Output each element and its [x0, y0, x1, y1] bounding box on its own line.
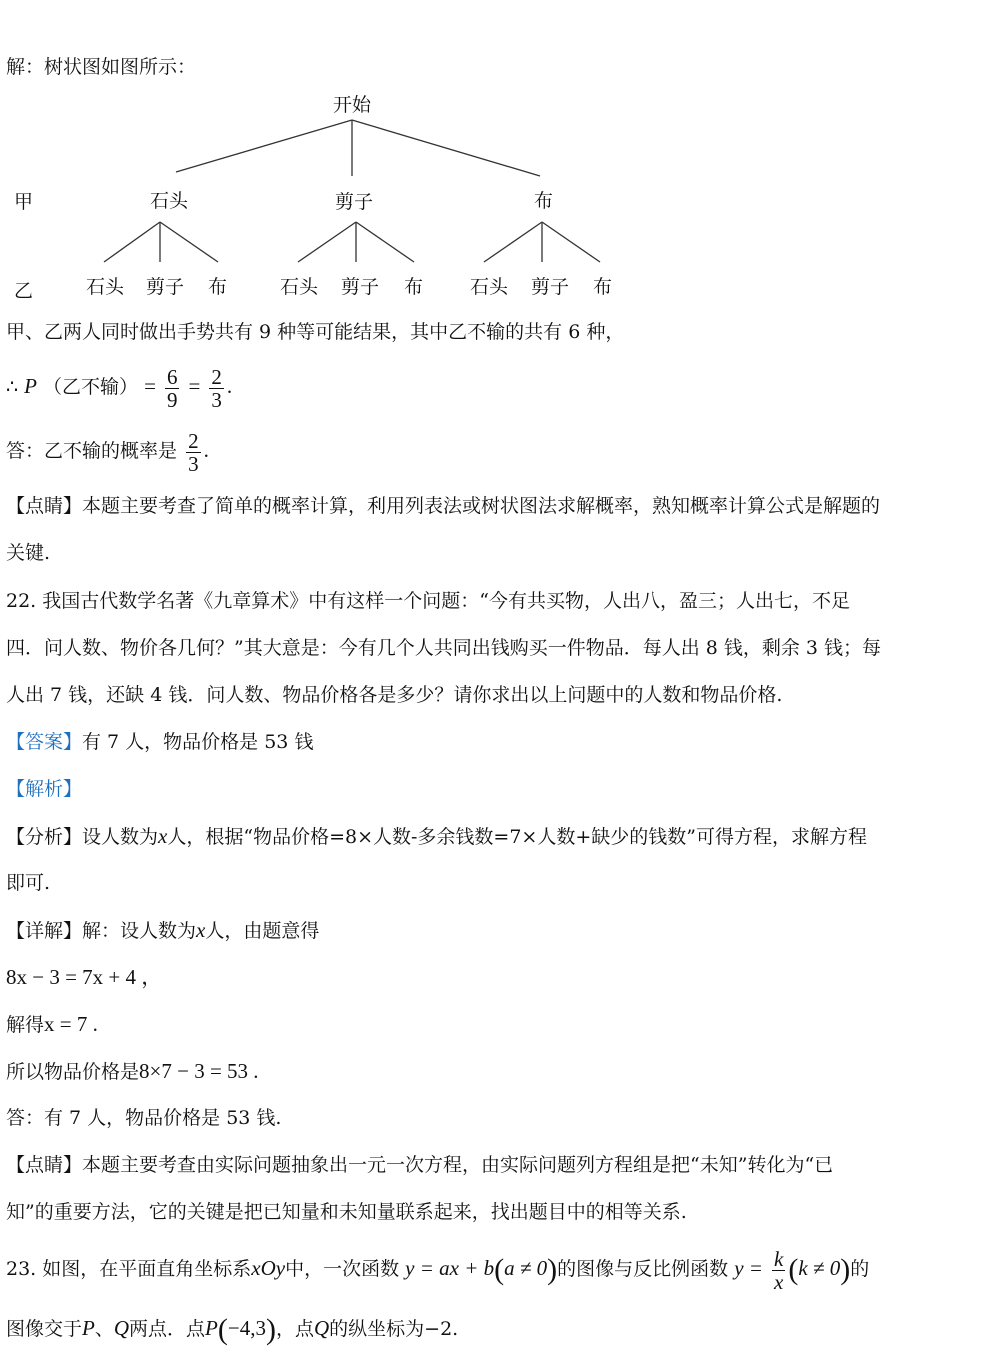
- tree-leaf: 剪子: [341, 276, 380, 298]
- p-variable: P: [24, 374, 37, 398]
- outcomes-line: 甲、乙两人同时做出手势共有 9 种等可能结果，其中乙不输的共有 6 种，: [6, 321, 625, 343]
- tree-leaf: 布: [208, 276, 228, 298]
- comment-line-2: 关键.: [6, 542, 51, 564]
- analysis-line-2: 即可.: [6, 872, 51, 894]
- tree-node: 布: [534, 190, 554, 212]
- question-23-line: 23. 如图，在平面直角坐标系xOy中，一次函数 y = ax + b(a ≠ 0)的图像与反比例函数 y = $\frac{k}{x}$ (k ≠ 0)的: [6, 1246, 870, 1294]
- answer-line: 答：乙不输的概率是 $\frac{2}{3}$ .: [6, 428, 209, 476]
- fraction: $\frac{2}{3}$: [211, 364, 222, 412]
- question-23-line-2: 图像交于P、Q两点．点P(−4,3)，点Q的纵坐标为−2.: [6, 1313, 459, 1346]
- tree-branch-lines: [0, 0, 981, 310]
- p-event: （乙不输）: [43, 376, 139, 398]
- tree-leaf: 石头: [470, 276, 509, 298]
- tree-leaf: 石头: [280, 276, 319, 298]
- final-answer: 答：有 7 人，物品价格是 53 钱.: [6, 1107, 282, 1129]
- tree-node: 石头: [150, 190, 189, 212]
- comment-line: 【点睛】本题主要考查由实际问题抽象出一元一次方程，由实际问题列方程组是把“未知”转化为“已: [6, 1154, 834, 1176]
- tree-leaf: 剪子: [146, 276, 185, 298]
- therefore-symbol: ∴: [6, 376, 19, 398]
- tree-leaf: 石头: [86, 276, 125, 298]
- tree-root: 开始: [333, 94, 372, 116]
- comment-tag: 【点睛】: [6, 495, 83, 517]
- analysis-line: 【分析】设人数为x人，根据“物品价格=8×人数-多余钱数=7×人数+缺少的钱数”可得方程，求解方程: [6, 824, 867, 848]
- tree-leaf: 布: [404, 276, 424, 298]
- comment-line-2: 知”的重要方法，它的关键是把已知量和未知量联系起来，找出题目中的相等关系.: [6, 1201, 687, 1223]
- answer-line: 【答案】有 7 人，物品价格是 53 钱: [6, 731, 314, 753]
- tree-leaf: 剪子: [531, 276, 570, 298]
- analysis-tag: 【解析】: [6, 778, 83, 800]
- probability-line: ∴ P （乙不输） = $\frac{6}{9}$ = $\frac{2}{3}$ .: [6, 364, 233, 412]
- fenxi-tag: 【分析】: [6, 826, 83, 848]
- solution-intro: 解：树状图如图所示：: [6, 56, 197, 78]
- answer-tag: 【答案】: [6, 731, 83, 753]
- fraction: $\frac{k}{x}$: [774, 1246, 784, 1294]
- question-22-line: 人出 7 钱，还缺 4 钱．问人数、物品价格各是多少？请你求出以上问题中的人数和物品价格.: [6, 684, 783, 706]
- tree-level2-label: 乙: [14, 280, 34, 302]
- price-line: 所以物品价格是8×7 − 3 = 53 .: [6, 1059, 259, 1083]
- comment-line: 【点睛】本题主要考查了简单的概率计算，利用列表法或树状图法求解概率，熟知概率计算公式是解题的: [6, 495, 881, 517]
- detail-tag: 【详解】: [6, 920, 83, 942]
- tree-node: 剪子: [335, 191, 374, 213]
- tree-leaf: 布: [593, 276, 613, 298]
- fraction: $\frac{2}{3}$: [188, 428, 199, 476]
- tree-level1-label: 甲: [14, 191, 34, 213]
- equation: 8x − 3 = 7x + 4 ，: [6, 965, 163, 989]
- comment-tag: 【点睛】: [6, 1154, 83, 1176]
- fraction: $\frac{6}{9}$: [166, 364, 178, 412]
- detail-line: 【详解】解：设人数为x人，由题意得: [6, 918, 320, 942]
- question-22-line: 22. 我国古代数学名著《九章算术》中有这样一个问题：“今有共买物，人出八，盈三；人出七，不足: [6, 590, 850, 612]
- solve-line: 解得x = 7 .: [6, 1012, 98, 1036]
- question-22-line: 四．问人数、物价各几何？”其大意是：今有几个人共同出钱购买一件物品．每人出 8 钱，剩余 3 钱；每: [6, 637, 882, 659]
